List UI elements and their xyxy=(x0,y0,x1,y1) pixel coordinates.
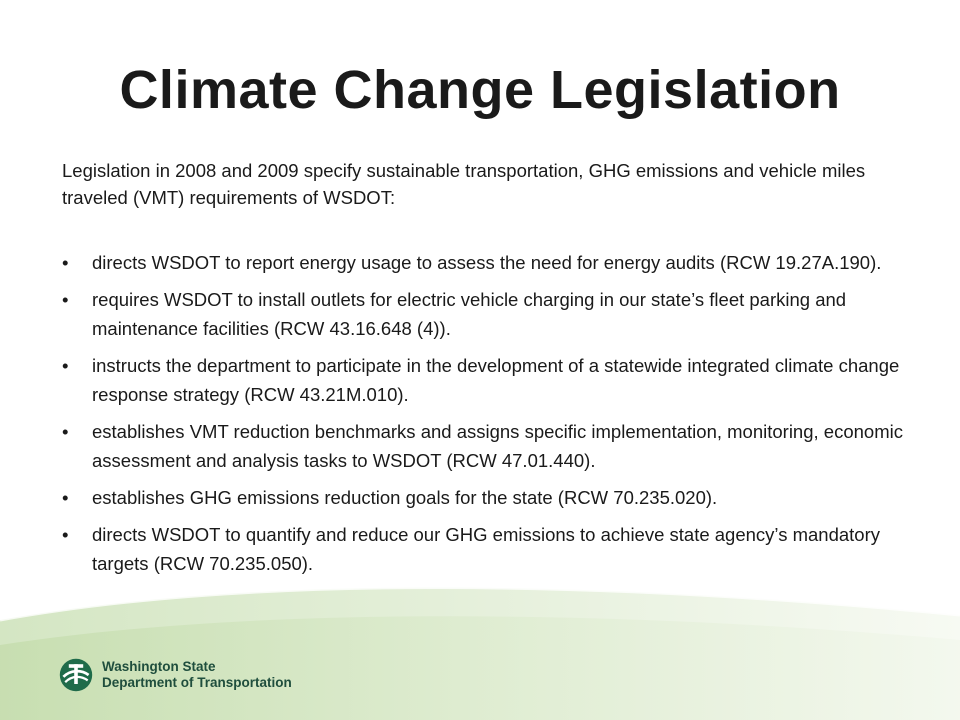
bullet-marker: • xyxy=(62,252,69,273)
bullet-text: establishes GHG emissions reduction goals for the state (RCW 70.235.020). xyxy=(92,487,718,508)
bullet-marker: • xyxy=(62,487,69,508)
bullet-text: instructs the department to participate in the development of a statewide integrated climate change response strategy (RCW 43.21M.010). xyxy=(92,355,900,405)
bullet-item xyxy=(62,248,920,277)
bullet-item xyxy=(62,351,920,409)
bullet-text: directs WSDOT to quantify and reduce our GHG emissions to achieve state agency’s mandatory targets (RCW 70.235.050). xyxy=(92,524,880,574)
legislation-bullet-list xyxy=(62,248,920,586)
slide-title: Climate Change Legislation xyxy=(119,60,841,120)
bullet-marker: • xyxy=(62,289,69,310)
wsdot-logo-text xyxy=(102,659,292,691)
wsdot-logo xyxy=(58,652,292,698)
logo-line-agency-state: Washington State xyxy=(102,659,216,674)
bullet-text: establishes VMT reduction benchmarks and assigns specific implementation, monitoring, economic assessment and analysis tasks to WSDOT (RCW 47.01.440). xyxy=(92,421,903,471)
wsdot-logo-icon xyxy=(58,657,94,693)
bullet-marker: • xyxy=(62,355,69,376)
bullet-item xyxy=(62,520,920,578)
bullet-marker: • xyxy=(62,421,69,442)
logo-line-agency-name: Department of Transportation xyxy=(102,675,292,690)
intro-paragraph: Legislation in 2008 and 2009 specify sustainable transportation, GHG emissions and vehicle miles traveled (VMT) requirements of WSDOT: xyxy=(62,160,866,208)
bullet-item xyxy=(62,483,920,512)
bullet-text: requires WSDOT to install outlets for electric vehicle charging in our state’s fleet parking and maintenance facilities (RCW 43.16.648 (4)). xyxy=(92,289,847,339)
bullet-marker: • xyxy=(62,524,69,545)
bullet-item xyxy=(62,417,920,475)
bullet-text: directs WSDOT to report energy usage to assess the need for energy audits (RCW 19.27A.190). xyxy=(92,252,882,273)
bullet-item xyxy=(62,285,920,343)
